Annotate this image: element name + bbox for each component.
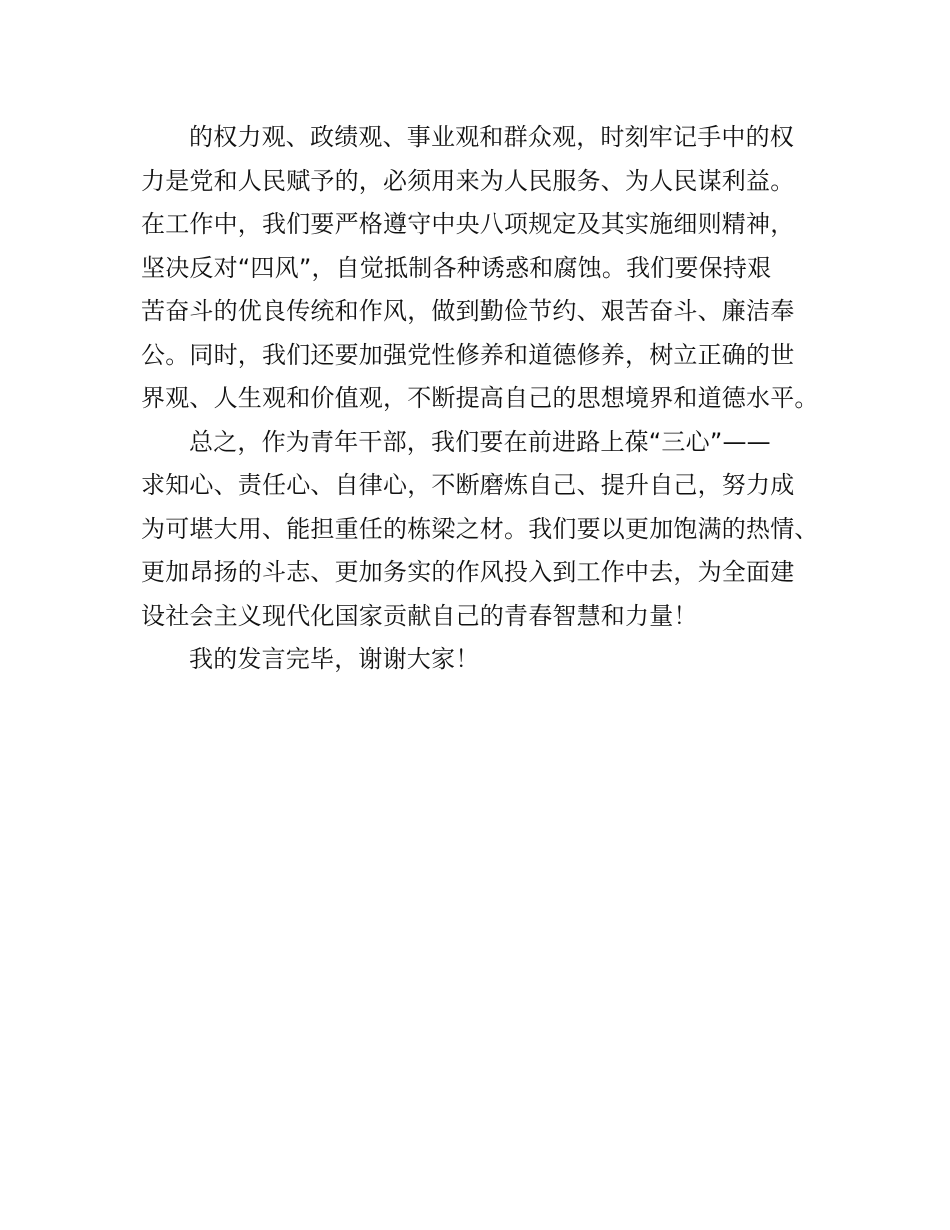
paragraph-1 [141,116,831,421]
paragraph-line: 在工作中，我们要严格遵守中央八项规定及其实施细则精神， [141,210,795,238]
paragraph-line: 更加昂扬的斗志、更加务实的作风投入到工作中去，为全面建 [141,558,795,586]
paragraph-line: 坚决反对“四风”，自觉抵制各种诱惑和腐蚀。我们要保持艰 [141,253,772,282]
paragraph-line: 设社会主义现代化国家贡献自己的青春智慧和力量！ [141,601,698,630]
paragraph-line: 苦奋斗的优良传统和作风，做到勤俭节约、艰苦奋斗、廉洁奉 [141,297,795,325]
paragraph-line: 界观、人生观和价值观，不断提高自己的思想境界和道德水平。 [141,384,819,412]
paragraph-line: 公。同时，我们还要加强党性修养和道德修养，树立正确的世 [141,340,795,369]
paragraph-line: 求知心、责任心、自律心，不断磨炼自己、提升自己，努力成 [141,471,795,499]
paragraph-line: 力是党和人民赋予的，必须用来为人民服务、为人民谋利益。 [141,166,795,195]
paragraph-line: 我的发言完毕，谢谢大家！ [189,645,480,673]
paragraph-line: 总之，作为青年干部，我们要在前进路上葆“三心”—— [189,427,771,456]
paragraph-line: 为可堪大用、能担重任的栋梁之材。我们要以更加饱满的热情、 [141,514,819,543]
paragraph-3 [141,638,831,682]
document-body [141,116,831,682]
paragraph-2 [141,421,831,639]
paragraph-line: 的权力观、政绩观、事业观和群众观，时刻牢记手中的权 [189,123,794,151]
